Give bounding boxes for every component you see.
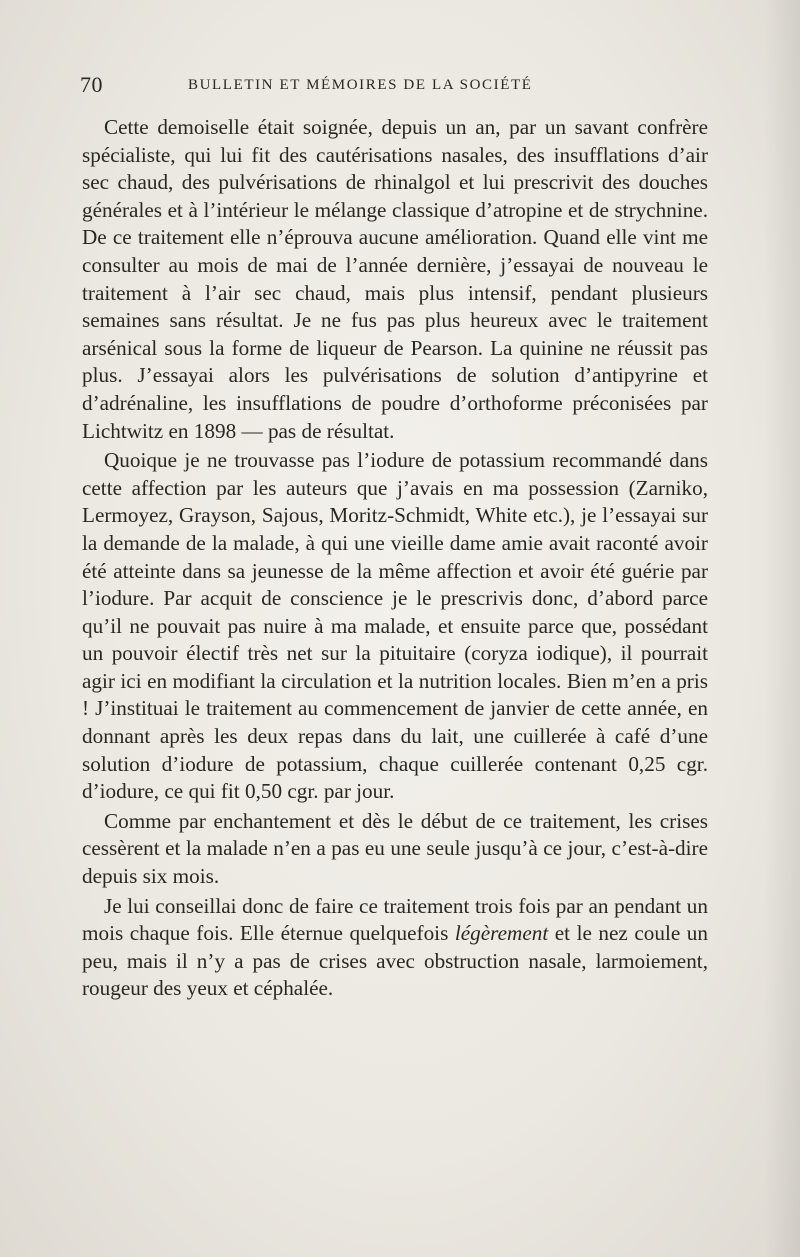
paragraph-2-text: Quoique je ne trouvasse pas l’iodure de potassium recommandé dans cette affection par les auteurs que j’avais en ma possession (Zarniko, Lermoyez, Grayson, Sajous, Moritz-Schmidt, White etc.), je l’essayai sur la demande de la malade, à qui une vieille dame amie avait raconté avoir été atteinte dans sa jeunesse de la même affection et avoir été guérie par l’iodure. Par acquit de conscience je le prescrivis donc, d’abord parce qu’il ne pouvait pas nuire à ma malade, et ensuite parce que, possédant un pouvoir électif très net sur la pituitaire (coryza iodique), il pourrait agir ici en modifiant la circulation et la nutrition locales. Bien m’en a pris ! J’instituai le traitement au commencement de janvier de cette année, en donnant après les deux repas dans du lait, une cuillerée à café d’une solution d’iodure de potassium, chaque cuillerée contenant 0,25 cgr. d’iodure, ce qui fit 0,50 cgr. par jour. xyxy=(82,448,708,804)
paragraph-4-emphasis: légèrement xyxy=(454,921,549,946)
paragraph-3 xyxy=(82,808,708,891)
page-header xyxy=(80,72,720,98)
paragraph-1 xyxy=(82,114,708,445)
paragraph-1-text: Cette demoiselle était soignée, depuis un an, par un savant confrère spécialiste, qui lui fit des cautérisations nasales, des insufflations d’air sec chaud, des pulvérisations de rhinalgol et lui prescrivit des douches générales et à l’intérieur le mélange classique d’atropine et de strychnine. De ce traitement elle n’éprouva aucune amélioration. Quand elle vint me consulter au mois de mai de l’année dernière, j’essayai de nouveau le traitement à l’air sec chaud, mais plus intensif, pendant plusieurs semaines sans résultat. Je ne fus pas plus heureux avec le traitement arsénical sous la forme de liqueur de Pearson. La quinine ne réussit pas plus. J’essayai alors les pulvérisations de solution d’antipyrine et d’adrénaline, les insufflations de poudre d’orthoforme préconisées par Lichtwitz en 1898 — pas de résultat. xyxy=(82,115,708,443)
page-edge-shadow xyxy=(764,0,800,1257)
paragraph-2 xyxy=(82,447,708,806)
page-number: 70 xyxy=(80,72,103,97)
body-text xyxy=(82,114,708,1003)
paragraph-4-text-start: Je lui conseillai donc de faire ce traitement trois fois par an pendant un mois chaque fois. Elle éternue quelquefois xyxy=(82,893,708,946)
paragraph-3-text: Comme par enchantement et dès le début de ce traitement, les crises cessèrent et la malade n’en a pas eu une seule jusqu’à ce jour, c’est-à-dire depuis six mois. xyxy=(82,808,708,889)
paragraph-4-text-end: et le nez coule un peu, mais il n’y a pas de crises avec obstruction nasale, larmoiement, rougeur des yeux et céphalée. xyxy=(82,921,708,1001)
running-head: BULLETIN ET MÉMOIRES DE LA SOCIÉTÉ xyxy=(188,77,533,93)
paragraph-4 xyxy=(82,893,708,1003)
